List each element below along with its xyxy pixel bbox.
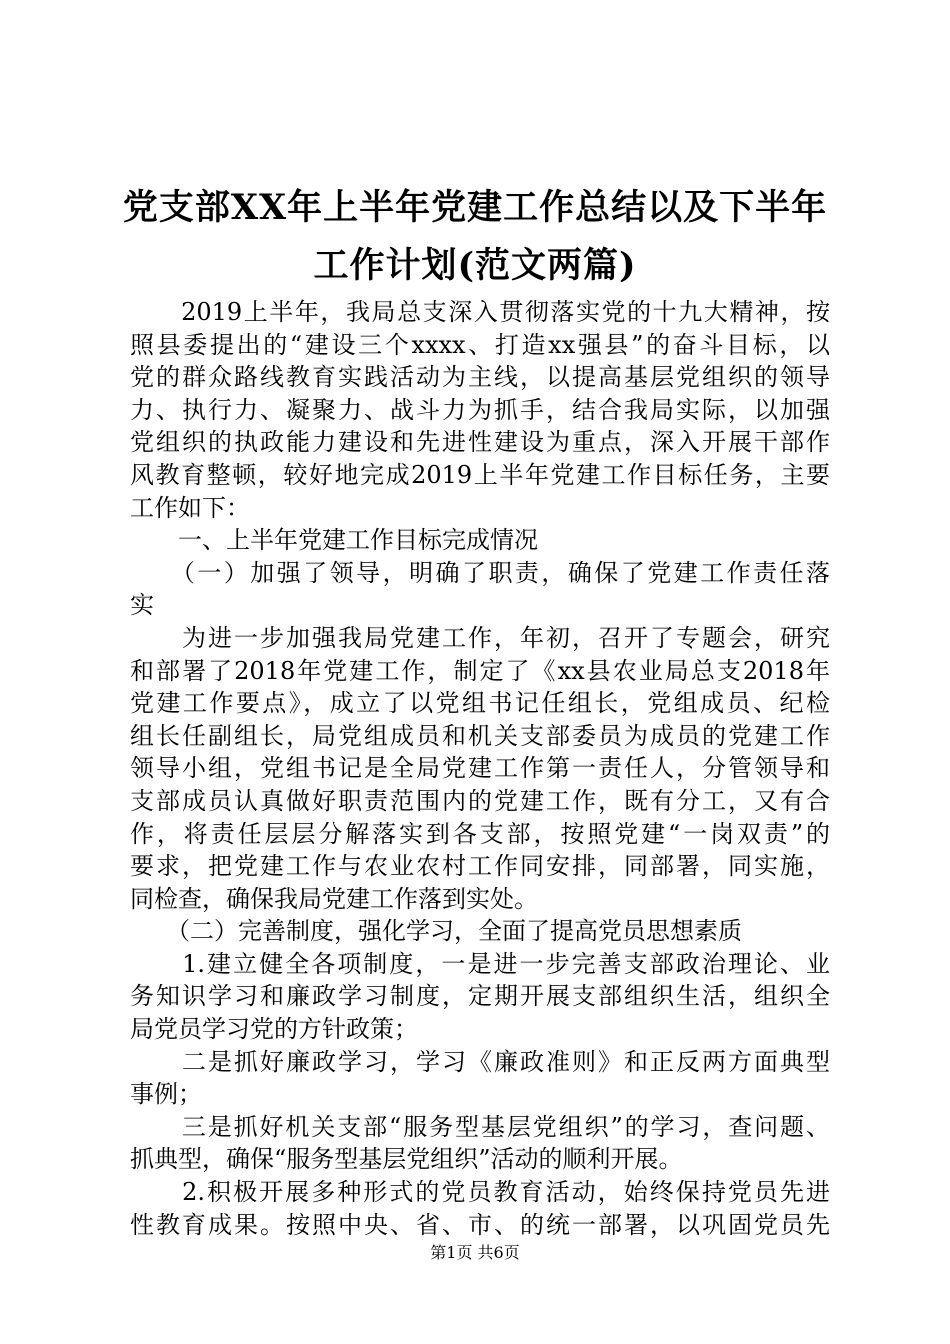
- body-text-line: （二）完善制度，强化学习，全面了提高党员思想素质: [130, 917, 742, 946]
- body-text-line: 照县委提出的“建设三个xxxx、打造xx强县”的奋斗目标，以: [130, 330, 830, 359]
- body-text-line: 抓典型，确保“服务型基层党组织”活动的顺利开展。: [130, 1145, 683, 1174]
- body-text-line: 2019上半年，我局总支深入贯彻落实党的十九大精神，按: [130, 298, 830, 326]
- body-text-line: 和部署了2018年党建工作，制定了《xx县农业局总支2018年: [130, 656, 830, 685]
- body-text-line: 党组织的执政能力建设和先进性建设为重点，深入开展干部作: [130, 428, 830, 457]
- body-text-line: 工作如下：: [130, 493, 250, 522]
- body-text-line: 局党员学习党的方针政策；: [130, 1015, 418, 1044]
- body-text-line: 组长任副组长，局党组成员和机关支部委员为成员的党建工作: [130, 721, 830, 750]
- body-text-line: 领导小组，党组书记是全局党建工作第一责任人，分管领导和: [130, 754, 830, 783]
- body-text-line: 务知识学习和廉政学习制度，定期开展支部组织生活，组织全: [130, 982, 830, 1011]
- body-text-line: 一、上半年党建工作目标完成情况: [130, 526, 538, 555]
- body-text-line: 支部成员认真做好职责范围内的党建工作，既有分工，又有合: [130, 786, 830, 815]
- body-text-line: （一）加强了领导，明确了职责，确保了党建工作责任落: [130, 558, 830, 587]
- page-number-footer: 第1页 共6页: [430, 1243, 520, 1262]
- body-text-line: 力、执行力、凝聚力、战斗力为抓手，结合我局实际，以加强: [130, 395, 830, 424]
- document-title-line-1: 党支部XX年上半年党建工作总结以及下半年: [122, 187, 828, 228]
- body-text-line: 事例；: [130, 1080, 202, 1109]
- body-text-line: 同检查，确保我局党建工作落到实处。: [130, 884, 538, 913]
- document-body: [130, 296, 830, 1241]
- body-text-line: 1.建立健全各项制度，一是进一步完善支部政治理论、业: [130, 949, 830, 978]
- body-text-line: 作，将责任层层分解落实到各支部，按照党建“一岗双责”的: [130, 819, 830, 848]
- body-text-line: 要求，把党建工作与农业农村工作同安排，同部署，同实施，: [130, 852, 830, 881]
- body-text-line: 2.积极开展多种形式的党员教育活动，始终保持党员先进: [130, 1178, 830, 1207]
- body-text-line: 党建工作要点》，成立了以党组书记任组长，党组成员、纪检: [130, 689, 830, 718]
- body-text-line: 三是抓好机关支部“服务型基层党组织”的学习，查问题、: [130, 1112, 830, 1141]
- document-title-line-2: 工作计划(范文两篇): [313, 245, 637, 286]
- body-text-line: 党的群众路线教育实践活动为主线，以提高基层党组织的领导: [130, 363, 830, 392]
- body-text-line: 实: [130, 591, 154, 620]
- body-text-line: 为进一步加强我局党建工作，年初，召开了专题会，研究: [130, 623, 830, 652]
- body-text-line: 风教育整顿，较好地完成2019上半年党建工作目标任务，主要: [130, 460, 830, 489]
- body-text-line: 二是抓好廉政学习，学习《廉政准则》和正反两方面典型: [130, 1047, 830, 1076]
- body-text-line: 性教育成果。按照中央、省、市、的统一部署，以巩固党员先: [130, 1210, 830, 1239]
